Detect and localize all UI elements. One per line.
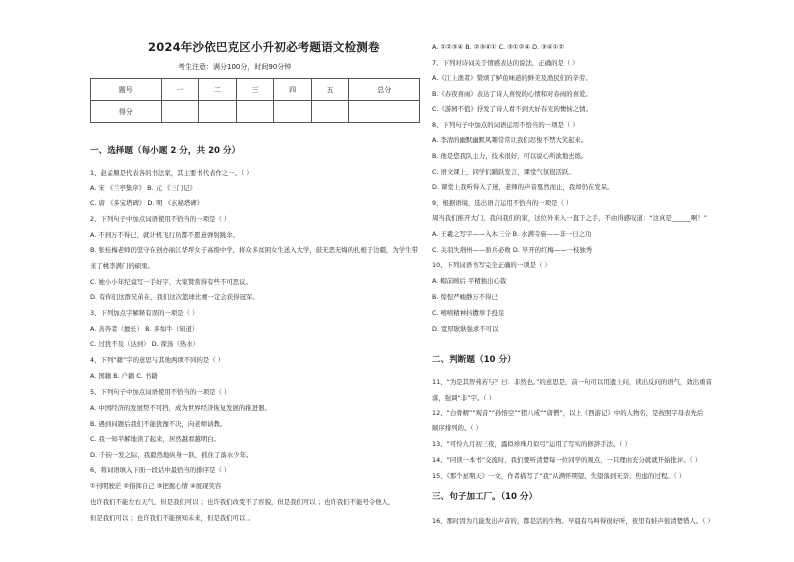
question-text-line: D. 千钧一发之际，我毅然地纵身一跃，抓住了落水少年。	[90, 451, 253, 459]
question-text-line: B. 惊惶严峻静万不得已	[432, 293, 498, 301]
question-text-line: D. 宽厚耿耿强求不可以	[432, 325, 499, 333]
section-heading: 三、句子加工厂。（10 分）	[432, 492, 538, 502]
question-text-line: 11、“为是其智弗若与？曰：非然也。”的意思是，前一句可以用遗上问，读出反问的语气，效出重音	[432, 378, 712, 386]
question-text-line: 13、“可怜九月初三夜，露似珍珠月似弓”运用了写实的修辞手法。（ ）	[432, 440, 631, 448]
question-text-line: A. 王羲之写字——入木三分 B. 水满寺庙——非一日之功	[432, 230, 592, 238]
question-text-line: ①刊明驶茫 ②指挥自己 ③把握心情 ④展现笑容	[90, 482, 222, 490]
question-stem: 7、下列对诗词关于情感表达的说法，正确的是（ ）	[432, 59, 579, 67]
exam-title: 2024年沙依巴克区小升初必考题语文检测卷	[148, 40, 380, 54]
question-text-line: D. 课堂上我听得入了迷，老师的声音戛然而止，我却仍在发呆。	[432, 183, 614, 191]
question-text-line: A. 李清的幽默幽默风趣常常让我们忍俊不禁大笑起来。	[432, 136, 588, 144]
question-text-line: 12、“白骨精”“观音”“孙悟空”“猪八戒”“唐僧”，以上《西游记》中的人物名，是按照字母表先后	[432, 409, 704, 417]
score-input-cell[interactable]	[236, 101, 274, 123]
question-stem: 10、下列词语书写完全正确的一项是（ ）	[432, 261, 551, 269]
question-stem: 9、根据语境，选出语言运用不恰当的一项是（ ）	[432, 199, 573, 207]
question-stem: 4、下列“籍”字的意思与其他两项不同的是（ ）	[90, 356, 225, 364]
question-text-line: 但是我们可以 ；也许我们不能预知未来，但是我们可以 。	[90, 514, 254, 522]
score-table	[90, 78, 420, 123]
score-header-cell: 题号	[91, 79, 162, 101]
question-text-line: C. 语文课上，同学们踊跃发言，课堂气氛很活跃。	[432, 168, 575, 176]
question-text-line: A. 中国经济的发展势不可挡，成为世界经济恢复发展的推进器。	[90, 404, 271, 412]
question-text-line: C.《游园不值》抒发了诗人看不到大好春光的懊恼之情。	[432, 105, 592, 113]
question-text-line: 来了桃李满门的硕果。	[90, 262, 154, 270]
question-text-line: B. 遇到问题后我们不能犹豫不决，向老师请教。	[90, 420, 227, 428]
exam-notice: 考生注意：满分100分，时间90分钟	[178, 63, 292, 71]
question-text-line: C. 关羽失荆州——骄兵必败 D. 早开的红梅——一枝独秀	[432, 246, 593, 254]
score-header-cell: 一	[161, 79, 199, 101]
score-header-cell: 总分	[349, 79, 420, 101]
score-input-cell[interactable]	[161, 101, 199, 123]
question-text-line: B. 他是您我队主力，技术很好，可以说心所欲地去练。	[432, 152, 588, 160]
question-text-line: B.《春夜喜雨》表达了诗人喜悦的心情和对春雨的喜爱。	[432, 90, 592, 98]
question-text-line: 落，强调“非”字。（ ）	[432, 394, 495, 402]
question-text-line: 14、“同读一本书”交流时，我们要听清楚每一位同学的观点，一只理由充分就就开始批评。（ ）	[432, 456, 702, 464]
score-table-score-row	[91, 101, 420, 123]
score-row-label: 得分	[91, 101, 162, 123]
question-text-line: 15、《那个星期天》一文，作者描写了“我”从满怀期望、失望落到无奈、焦虑的过程。（ ）	[432, 472, 686, 480]
question-text-line: A. 宋 《兰亭集序》 B. 元 《三门记》	[90, 184, 196, 192]
question-text-line: C. 她小小年纪竟写一手好字，大家赞赏得有些不可思议。	[90, 278, 252, 286]
score-input-cell[interactable]	[199, 101, 237, 123]
question-text-line: D. 有你们这群兄弟在，我们这次篮球比赛一定会获得冠军。	[90, 293, 259, 301]
section-heading: 二、判断题（10 分）	[432, 355, 516, 365]
section-heading: 一、选择题（每小题 2 分，共 20 分）	[90, 146, 241, 156]
score-input-cell[interactable]	[311, 101, 349, 123]
score-header-cell: 二	[199, 79, 237, 101]
question-stem: 5、下列句子中加点词语使用不恰当的一项是（ ）	[90, 388, 231, 396]
question-text-line: B. 张桂梅老师仍坚守在创办丽江华坪女子高级中学，将众多贫困女生送入大学，鼓无恶无悔的扎根于边疆，为学生带	[90, 246, 418, 254]
question-text-line: 顺序排列的。（ ）	[432, 424, 482, 432]
question-text-line: A. ①②③④ B. ②③④① C. ③①②④ D. ③④①②	[432, 43, 565, 51]
question-text-line: 16、那时因为几能发出声音的，都是活的生物。早晨有鸟叫得很好听，夜里有蛙声很清楚惜人。（ ）	[432, 517, 714, 525]
question-text-line: A. 国籍 B. 户籍 C. 书籍	[90, 372, 158, 380]
question-stem: 2、下列句子中加点词语使用不恰当的一项是（ ）	[90, 215, 231, 223]
score-header-cell: 四	[274, 79, 312, 101]
score-input-cell[interactable]	[274, 101, 312, 123]
question-text-line: A. 善奔者（擅长） B. 多如牛（知道）	[90, 325, 199, 333]
question-stem: 8、下列句子中加点的词语运用不恰当的一项是（ ）	[432, 121, 579, 129]
question-text-line: A. 帽前顾后 平精独出心裁	[432, 277, 507, 285]
question-text-line: A. 不到万不得已，就计机飞行员都不愿意弹射跳伞。	[90, 231, 239, 239]
score-input-cell[interactable]	[349, 101, 420, 123]
question-stem: 3、下列加点字解释有误的一项是（ ）	[90, 309, 199, 317]
score-table-header-row	[91, 79, 420, 101]
question-text-line: C. 唐 《多宝塔碑》 D. 明 《玄秘塔碑》	[90, 199, 204, 207]
question-text-line: C. 我一知半解地读了起来，居然越看越明白。	[90, 435, 220, 443]
question-text-line: C. 过犹不及（达到） D. 探汤（热水）	[90, 340, 200, 348]
question-text-line: A.《江上渔者》赞颂了鲈鱼味道的鲜美及渔民们的辛劳。	[432, 74, 592, 82]
question-text-line: 周当我们推开大门，我问我们的家，这位外来人一直于之手，不由得感叹道：“这真是______啊！”	[432, 214, 708, 222]
question-stem: 1、赵孟頫是代表各的书法家，其主要书代表作之一。（ ）	[90, 169, 253, 177]
question-stem: 6、将词语填入下面一段话中最恰当的排序是（ ）	[90, 466, 231, 474]
question-text-line: C. 嘻嘻精神抖擞举手投足	[432, 309, 505, 317]
question-text-line: 也许我们不能左右天气，但是我们可以 ；也许我们改变不了容貌，但是我们可以 ；也许我们不能号令他人，	[90, 498, 395, 506]
score-header-cell: 三	[236, 79, 274, 101]
score-header-cell: 五	[311, 79, 349, 101]
